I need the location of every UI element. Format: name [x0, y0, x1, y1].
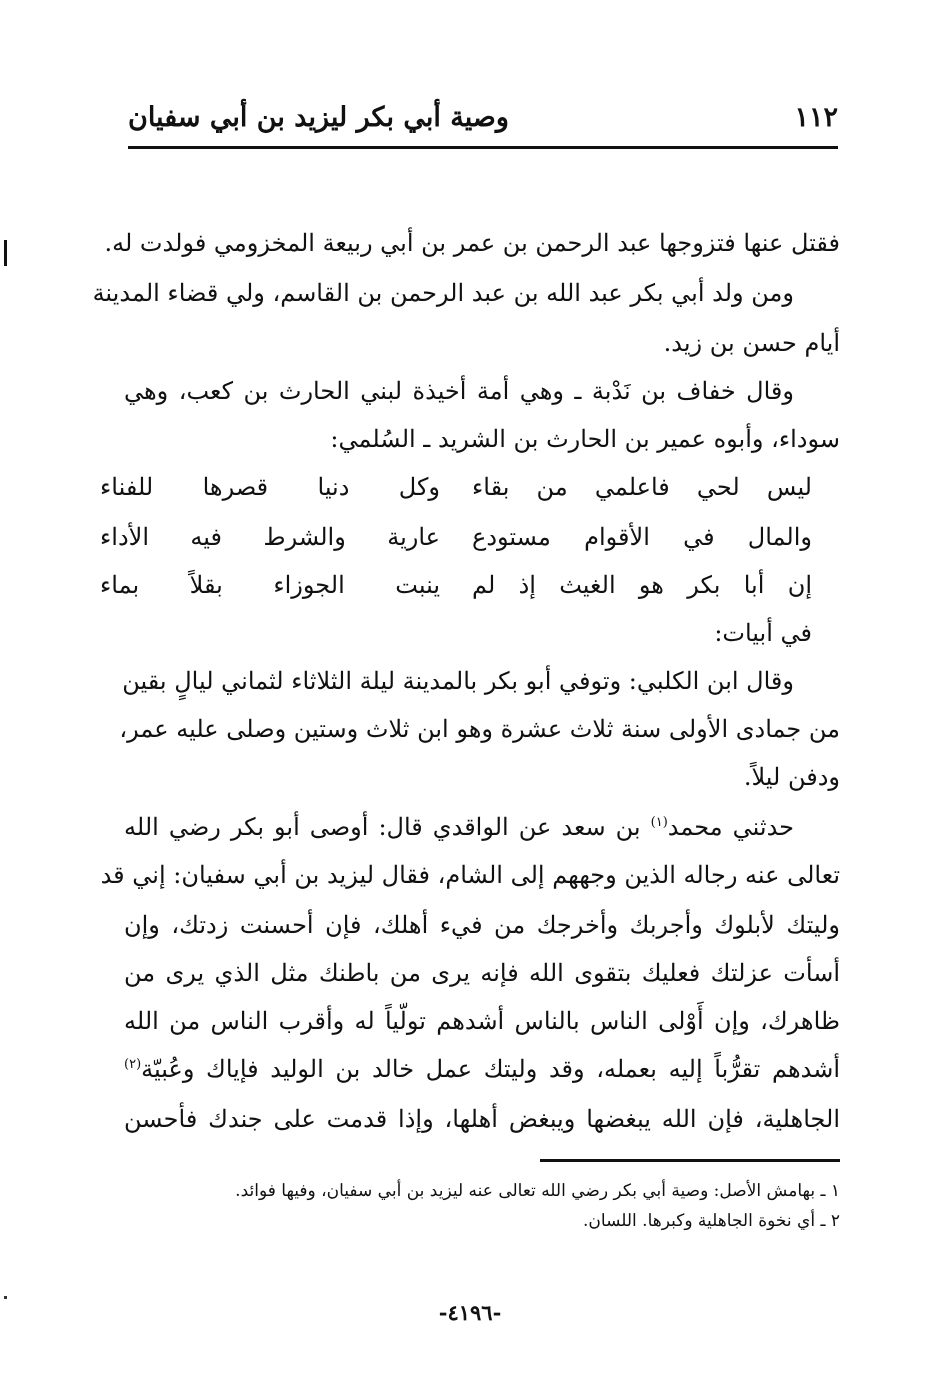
footnote-rule: [540, 1159, 840, 1162]
body-line: ظاهرك، وإن أَوْلى الناس بالناس أشدهم تولّياً له وأقرب الناس من الله: [124, 1007, 840, 1035]
running-header: [128, 100, 838, 142]
body-text: حدثني محمد: [667, 813, 795, 841]
folio-number: -٤١٩٦-: [438, 1300, 502, 1325]
body-line: من جمادى الأولى سنة ثلاث عشرة وهو ابن ثلاث وستين وصلى عليه عمر،: [119, 715, 840, 743]
body-line: وليتك لأبلوك وأجربك وأخرجك من فيء أهلك، فإن أحسنت زدتك، وإن: [124, 911, 840, 939]
body-text: أشدهم تقرُّباً إليه بعمله، وقد وليتك عمل خالد بن الوليد فإياك وعُبيّة: [141, 1055, 840, 1083]
body-text: بن سعد عن الواقدي قال: أوصى أبو بكر رضي الله: [124, 813, 651, 841]
body-line: في أبيات:: [714, 619, 812, 647]
page-number: ١١٢: [794, 102, 838, 133]
scan-margin-mark: [4, 240, 7, 266]
body-line: [124, 812, 794, 842]
body-line: [124, 1054, 840, 1084]
verse-hemistich: عارية والشرط فيه الأداء: [100, 523, 440, 551]
verse-hemistich: وكل دنيا قصرها للفناء: [100, 473, 440, 501]
body-line: وقال ابن الكلبي: وتوفي أبو بكر بالمدينة ليلة الثلاثاء لثماني ليالٍ بقين: [122, 667, 794, 695]
verse-hemistich: ليس لحي فاعلمي من بقاء: [472, 473, 812, 501]
body-line: ودفن ليلاً.: [743, 763, 840, 791]
running-title: وصية أبي بكر ليزيد بن أبي سفيان: [128, 102, 509, 133]
scan-margin-dot: [4, 1296, 7, 1299]
verse-hemistich: إن أبا بكر هو الغيث إذ لم: [472, 571, 812, 599]
body-line: تعالى عنه رجاله الذين وجههم إلى الشام، فقال ليزيد بن أبي سفيان: إني قد: [100, 861, 840, 889]
verse-hemistich: ينبت الجوزاء بقلاً بماء: [100, 571, 440, 599]
footnote: ١ ـ بهامش الأصل: وصية أبي بكر رضي الله تعالى عنه ليزيد بن أبي سفيان، وفيها فوائد.: [235, 1181, 840, 1201]
body-line: فقتل عنها فتزوجها عبد الرحمن بن عمر بن أبي ربيعة المخزومي فولدت له.: [104, 229, 840, 257]
header-rule: [128, 146, 838, 149]
body-line: أيام حسن بن زيد.: [663, 329, 840, 357]
body-line: سوداء، وأبوه عمير بن الحارث بن الشريد ـ السُلمي:: [330, 425, 840, 453]
footnote: ٢ ـ أي نخوة الجاهلية وكبرها. اللسان.: [583, 1211, 840, 1231]
body-line: الجاهلية، فإن الله يبغضها ويبغض أهلها، وإذا قدمت على جندك فأحسن: [124, 1105, 840, 1133]
verse-hemistich: والمال في الأقوام مستودع: [472, 523, 812, 551]
footnote-ref: (٢): [124, 1057, 142, 1072]
footnote-ref: (١): [650, 815, 668, 830]
body-line: وقال خفاف بن نَدْبة ـ وهي أمة أخيذة لبني الحارث بن كعب، وهي: [124, 377, 794, 405]
body-line: أسأت عزلتك فعليك بتقوى الله فإنه يرى من باطنك مثل الذي يرى من: [124, 959, 840, 987]
body-line: ومن ولد أبي بكر عبد الله بن عبد الرحمن بن القاسم، ولي قضاء المدينة: [92, 279, 794, 307]
